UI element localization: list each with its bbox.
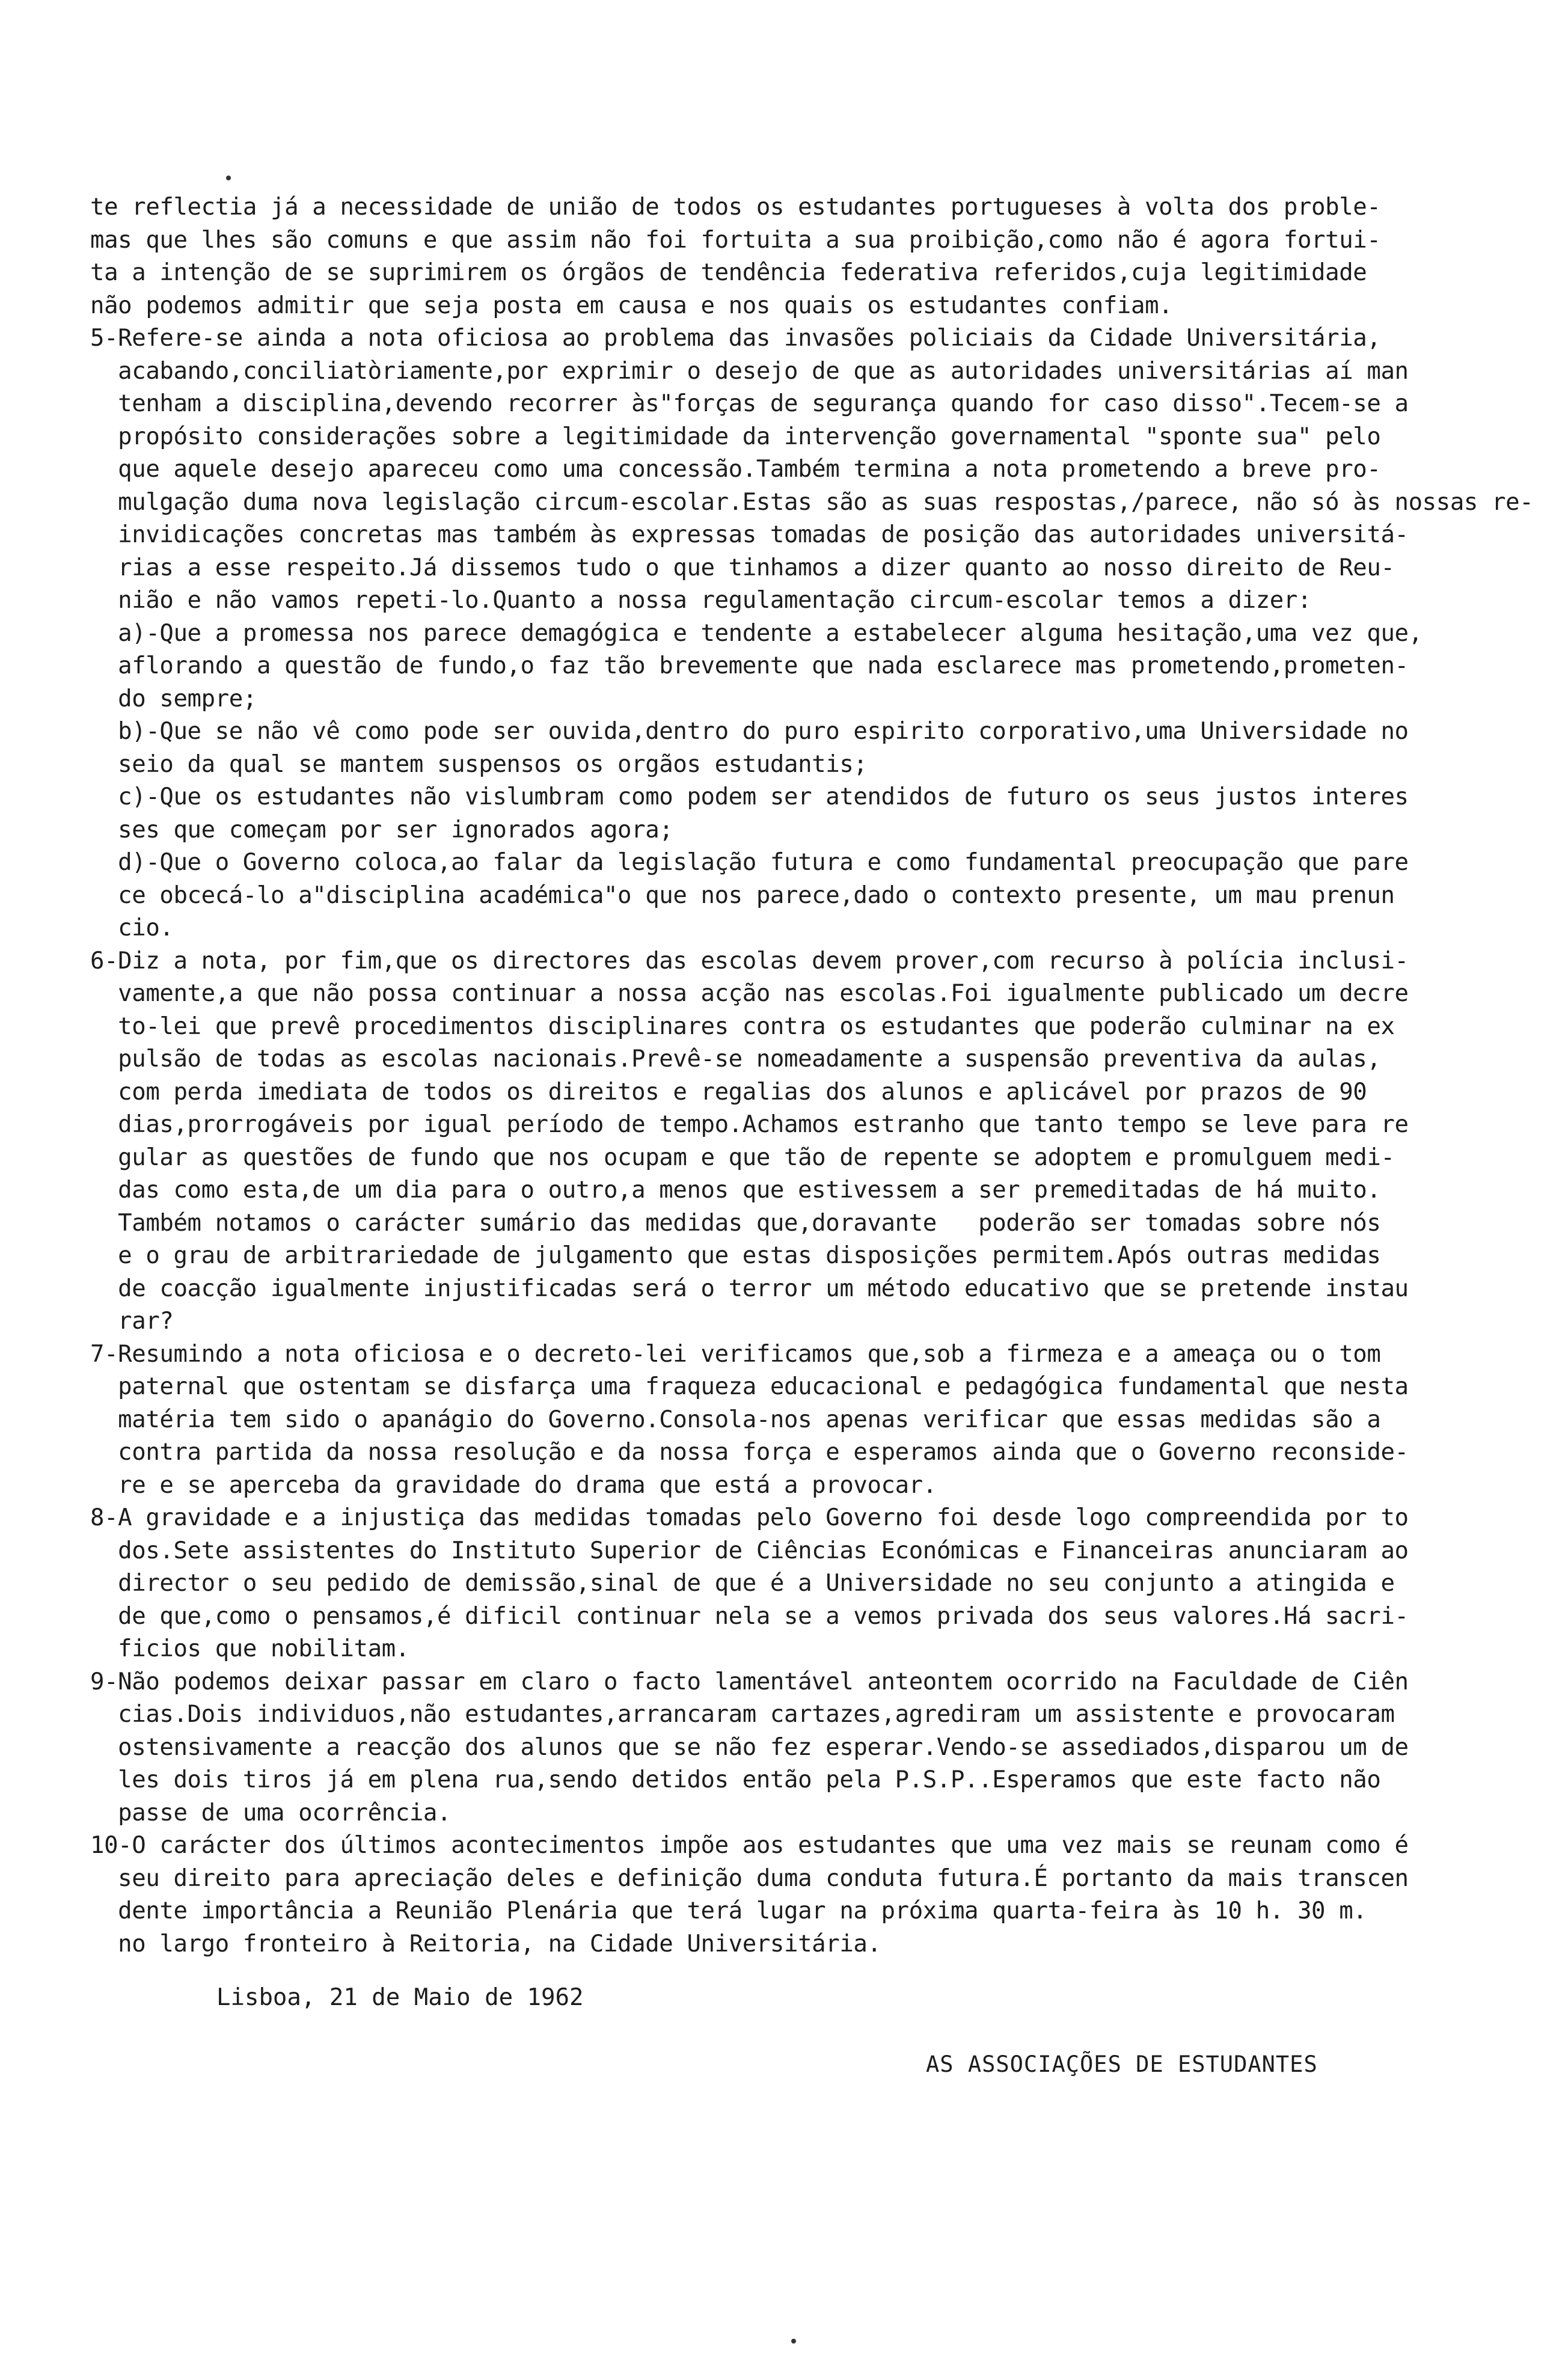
text-line: seu direito para apreciação deles e definição duma conduta futura.É portanto da mais transcen (90, 1864, 1409, 1892)
text-line: contra partida da nossa resolução e da nossa força e esperamos ainda que o Governo reconside- (90, 1439, 1409, 1466)
text-line: aflorando a questão de fundo,o faz tão brevemente que nada esclarece mas prometendo,prometen- (90, 652, 1409, 679)
text-line: ostensivamente a reacção dos alunos que se não fez esperar.Vendo-se assediados,disparou um de (90, 1733, 1409, 1761)
text-line: to-lei que prevê procedimentos disciplinares contra os estudantes que poderão culminar na ex (90, 1012, 1395, 1040)
text-line: 6-Diz a nota, por fim,que os directores das escolas devem prover,com recurso à polícia inclusi- (90, 947, 1409, 975)
text-line: les dois tiros já em plena rua,sendo detidos então pela P.S.P..Esperamos que este facto não (90, 1766, 1381, 1793)
text-line: matéria tem sido o apanágio do Governo.Consola-nos apenas verificar que essas medidas são a (90, 1406, 1381, 1433)
text-line: vamente,a que não possa continuar a nossa acção nas escolas.Foi igualmente publicado um decre (90, 980, 1409, 1007)
text-line: 10-O carácter dos últimos acontecimentos impõe aos estudantes que uma vez mais se reunam como é (90, 1832, 1409, 1859)
text-line: do sempre; (90, 685, 257, 712)
text-line: 9-Não podemos deixar passar em claro o facto lamentável anteontem ocorrido na Faculdade de Ciên (90, 1668, 1409, 1695)
text-line: te reflectia já a necessidade de união de todos os estudantes portugueses à volta dos proble- (90, 194, 1381, 221)
text-line: passe de uma ocorrência. (90, 1799, 452, 1826)
text-line: ce obcecá-lo a"disciplina académica"o que nos parece,dado o contexto presente, um mau prenun (90, 881, 1395, 909)
text-line: ses que começam por ser ignorados agora; (90, 816, 673, 844)
text-line: cias.Dois individuos,não estudantes,arrancaram cartazes,agrediram um assistente e provocaram (90, 1701, 1395, 1728)
text-line: pulsão de todas as escolas nacionais.Prevê-se nomeadamente a suspensão preventiva da aulas, (90, 1046, 1381, 1073)
text-line: ficios que nobilitam. (90, 1635, 409, 1662)
text-line: dos.Sete assistentes do Instituto Superior de Ciências Económicas e Financeiras anunciaram ao (90, 1537, 1409, 1564)
text-line: não podemos admitir que seja posta em causa e nos quais os estudantes confiam. (90, 292, 1173, 319)
text-line: acabando,conciliatòriamente,por exprimir o desejo de que as autoridades universitárias aí man (90, 357, 1409, 385)
text-line: rias a esse respeito.Já dissemos tudo o que tinhamos a dizer quanto ao nosso direito de Reu- (90, 554, 1395, 581)
text-line: tenham a disciplina,devendo recorrer às"forças de segurança quando for caso disso".Tecem-se a (90, 390, 1409, 417)
text-line: mas que lhes são comuns e que assim não foi fortuita a sua proibição,como não é agora fortui- (90, 226, 1381, 254)
text-line: paternal que ostentam se disfarça uma fraqueza educacional e pedagógica fundamental que nesta (90, 1373, 1409, 1400)
text-line: rar? (90, 1308, 174, 1335)
text-line: propósito considerações sobre a legitimidade da intervenção governamental "sponte sua" pelo (90, 423, 1381, 450)
text-line: das como esta,de um dia para o outro,a menos que estivessem a ser premeditadas de há muito. (90, 1177, 1381, 1204)
text-line: 5-Refere-se ainda a nota oficiosa ao problema das invasões policiais da Cidade Universitária, (90, 325, 1381, 352)
text-line: c)-Que os estudantes não vislumbram como podem ser atendidos de futuro os seus justos interes (90, 783, 1409, 810)
text-line: no largo fronteiro à Reitoria, na Cidade Universitária. (90, 1930, 881, 1958)
text-line: ta a intenção de se suprimirem os órgãos de tendência federativa referidos,cuja legitimidade (90, 259, 1367, 286)
stray-mark-bottom (791, 2339, 796, 2344)
text-line: com perda imediata de todos os direitos e regalias dos alunos e aplicável por prazos de 90 (90, 1078, 1367, 1106)
text-line: director o seu pedido de demissão,sinal de que é a Universidade no seu conjunto a atingida e (90, 1570, 1395, 1597)
text-line: de que,como o pensamos,é dificil continuar nela se a vemos privada dos seus valores.Há sacri- (90, 1602, 1409, 1630)
text-line: b)-Que se não vê como pode ser ouvida,dentro do puro espirito corporativo,uma Universidade no (90, 718, 1409, 745)
text-line: Também notamos o carácter sumário das medidas que,doravante poderão ser tomadas sobre nós (90, 1209, 1381, 1237)
text-line: 7-Resumindo a nota oficiosa e o decreto-lei verificamos que,sob a firmeza e a ameaça ou o tom (90, 1340, 1381, 1368)
text-line: mulgação duma nova legislação circum-escolar.Estas são as suas respostas,/parece, não só às nossas re- (90, 488, 1534, 516)
place-date: Lisboa, 21 de Maio de 1962 (216, 1984, 584, 2011)
signature: AS ASSOCIAÇÕES DE ESTUDANTES (926, 2051, 1318, 2077)
text-line: que aquele desejo apareceu como uma concessão.Também termina a nota prometendo a breve pro- (90, 456, 1381, 483)
text-line: dias,prorrogáveis por igual período de tempo.Achamos estranho que tanto tempo se leve para re (90, 1111, 1409, 1138)
letter-body (90, 191, 1534, 1961)
text-line: nião e não vamos repeti-lo.Quanto a nossa regulamentação circum-escolar temos a dizer: (90, 587, 1312, 614)
text-line: invidicações concretas mas também às expressas tomadas de posição das autoridades universitá- (90, 521, 1409, 548)
text-line: d)-Que o Governo coloca,ao falar da legislação futura e como fundamental preocupação que pare (90, 849, 1409, 876)
text-line: cio. (90, 914, 174, 942)
text-line: seio da qual se mantem suspensos os orgãos estudantis; (90, 750, 868, 778)
text-line: a)-Que a promessa nos parece demagógica e tendente a estabelecer alguma hesitação,uma vez que, (90, 619, 1423, 647)
text-line: e o grau de arbitrariedade de julgamento que estas disposições permitem.Após outras medidas (90, 1242, 1381, 1269)
text-line: gular as questões de fundo que nos ocupam e que tão de repente se adoptem e promulguem medi- (90, 1144, 1395, 1171)
text-line: de coacção igualmente injustificadas será o terror um método educativo que se pretende instau (90, 1275, 1409, 1302)
stray-mark-top (226, 176, 231, 180)
text-line: re e se aperceba da gravidade do drama que está a provocar. (90, 1471, 937, 1499)
text-line: 8-A gravidade e a injustiça das medidas tomadas pelo Governo foi desde logo compreendida por to (90, 1504, 1409, 1531)
text-line: dente importância a Reunião Plenária que terá lugar na próxima quarta-feira às 10 h. 30 m. (90, 1897, 1367, 1924)
